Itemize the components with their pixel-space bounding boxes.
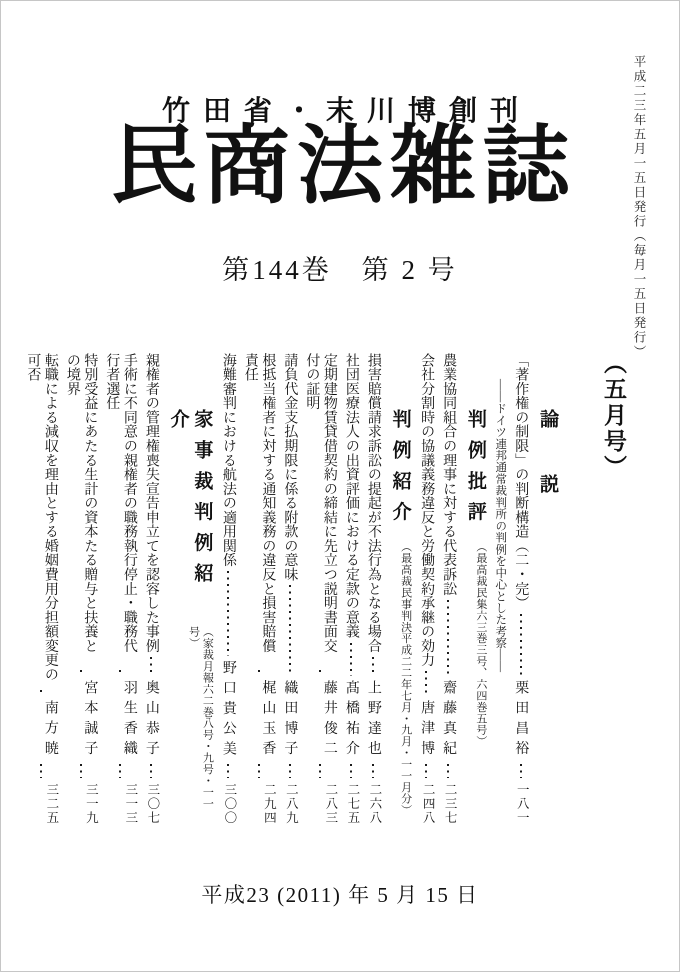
entry-author: 髙橋祐介: [343, 679, 359, 761]
toc-entry: [303, 353, 338, 825]
toc-section-hanrei-shokai: [388, 353, 412, 825]
dot-leader: [425, 671, 427, 696]
entry-author: 宮本誠子: [82, 679, 98, 761]
toc-entry: [440, 353, 458, 825]
dot-leader: [80, 670, 82, 676]
dot-leader: [520, 614, 522, 676]
entry-page-number: 二八九: [284, 783, 299, 825]
dot-leader: [258, 764, 260, 778]
entry-title: 手術に不同意の親権者の職務執行停止・職務代行者選任: [104, 353, 137, 653]
toc-entry: [418, 353, 436, 825]
toc-section-ronsetsu: [535, 353, 559, 825]
toc-entry: [142, 353, 160, 825]
section-heading: 判例紹介: [389, 409, 411, 533]
dot-leader: [150, 764, 152, 778]
dot-leader: [80, 764, 82, 778]
entry-title: 請負代金支払期限に係る附款の意味: [282, 353, 298, 582]
toc-entry: [24, 353, 59, 825]
entry-page-number: 二八三: [323, 783, 338, 825]
entry-title: 特別受益にあたる生計の資本たる贈与と扶養との境界: [64, 353, 98, 653]
entry-title: 損害賠償請求訴訟の提起が不法行為となる場合: [365, 353, 381, 653]
founders-line: 竹田省・末川博創刊: [161, 96, 531, 127]
entry-author: 唐津博: [419, 700, 435, 761]
dot-leader: [258, 670, 260, 676]
section-heading: 家事裁判例紹介: [167, 409, 213, 594]
entry-title: 「著作権の制限」の判断構造（二・完）: [513, 353, 529, 611]
dot-leader: [425, 764, 427, 778]
toc-entry: [241, 353, 276, 825]
entry-author: 奥山恭子: [143, 679, 159, 761]
issue-month-label: （五月号）: [601, 351, 626, 481]
entry-title: 定期建物賃貸借契約の締結に先立つ説明書面交付の証明: [304, 353, 337, 653]
dot-leader: [319, 670, 321, 676]
toc-entry-main-column: [512, 353, 530, 825]
toc-entry: [103, 353, 138, 825]
dot-leader: [40, 764, 42, 778]
entry-author: 栗田昌裕: [513, 679, 529, 761]
journal-title: 民商法雑誌: [111, 118, 576, 214]
toc-entry: [219, 353, 237, 825]
entry-subtitle: ――ドイツ連邦通常裁判所の判例を中心とした考察――: [494, 379, 507, 673]
dot-leader: [350, 764, 352, 778]
section-heading: 判例批評: [464, 409, 486, 533]
section-note: （最高裁民集六三巻三号、六四巻五号）: [474, 541, 487, 748]
toc-entry: [493, 353, 529, 825]
dot-leader: [227, 571, 229, 655]
entry-author: 羽生香織: [121, 679, 137, 761]
entry-page-number: 三一九: [84, 783, 99, 825]
entry-page-number: 二九四: [262, 783, 277, 825]
dot-leader: [119, 670, 121, 676]
entry-author: 梶山玉香: [260, 679, 276, 761]
entry-title: 転職による減収を理由とする婚姻費用分担額変更の可否: [25, 353, 58, 682]
entry-page-number: 三〇〇: [222, 783, 237, 825]
entry-page-number: 二七五: [345, 783, 360, 825]
toc-entry: [364, 353, 382, 825]
entry-author: 齋藤真紀: [441, 679, 457, 761]
entry-page-number: 三〇七: [145, 783, 160, 825]
dot-leader: [289, 585, 291, 675]
entry-author: 南方暁: [42, 700, 58, 761]
section-heading: 論説: [537, 409, 558, 539]
dot-leader: [350, 643, 352, 676]
toc-entry-subtitle-column: [493, 353, 507, 825]
toc-section-hanrei-hihyo: [463, 353, 487, 825]
dot-leader: [319, 764, 321, 778]
dot-leader: [372, 764, 374, 778]
publication-date-line: 平成二三年五月一五日発行（毎月一五日発行）: [632, 55, 646, 360]
footer-date: 平成23 (2011) 年 5 月 15 日: [201, 883, 479, 907]
dot-leader: [150, 657, 152, 676]
entry-page-number: 二四八: [421, 783, 436, 825]
entry-title: 親権者の管理権喪失宣告申立てを認容した事例: [143, 353, 159, 653]
entry-page-number: 一八一: [515, 783, 530, 825]
dot-leader: [447, 764, 449, 778]
dot-leader: [447, 600, 449, 676]
entry-page-number: 三一三: [123, 783, 138, 825]
section-note: （最高裁民事判決平成二二年七月・九月・一一月分）: [399, 541, 412, 816]
entry-author: 上野達也: [365, 679, 381, 761]
toc-entry: [342, 353, 360, 825]
entry-page-number: 二三七: [443, 783, 458, 825]
entry-title: 海難審判における航法の適用関係: [220, 353, 236, 568]
entry-title: 根抵当権者に対する通知義務の違反と損害賠償責任: [242, 353, 276, 653]
volume-issue-line: 第144巻 第 2 号: [222, 255, 458, 285]
dot-leader: [520, 764, 522, 778]
entry-title: 社団医療法人の出資評価における定款の意義: [343, 353, 359, 639]
dot-leader: [119, 764, 121, 778]
toc-entry: [63, 353, 98, 825]
entry-author: 織田博子: [282, 679, 298, 761]
entry-page-number: 二六八: [367, 783, 382, 825]
entry-author: 野口貴公美: [220, 659, 236, 761]
dot-leader: [289, 764, 291, 778]
entry-title: 農業協同組合の理事に対する代表訴訟: [441, 353, 457, 596]
dot-leader: [227, 764, 229, 778]
entry-title: 会社分割時の協議義務違反と労働契約承継の効力: [419, 353, 435, 668]
table-of-contents: [25, 353, 565, 825]
entry-author: 藤井俊二: [321, 679, 337, 761]
toc-entry: [281, 353, 299, 825]
dot-leader: [40, 690, 42, 696]
section-note: （家裁月報六二巻八号・九号・一一号）: [187, 626, 214, 810]
entry-page-number: 三二五: [44, 783, 59, 825]
toc-section-kaji-saibanrei: [166, 353, 214, 825]
dot-leader: [372, 657, 374, 676]
